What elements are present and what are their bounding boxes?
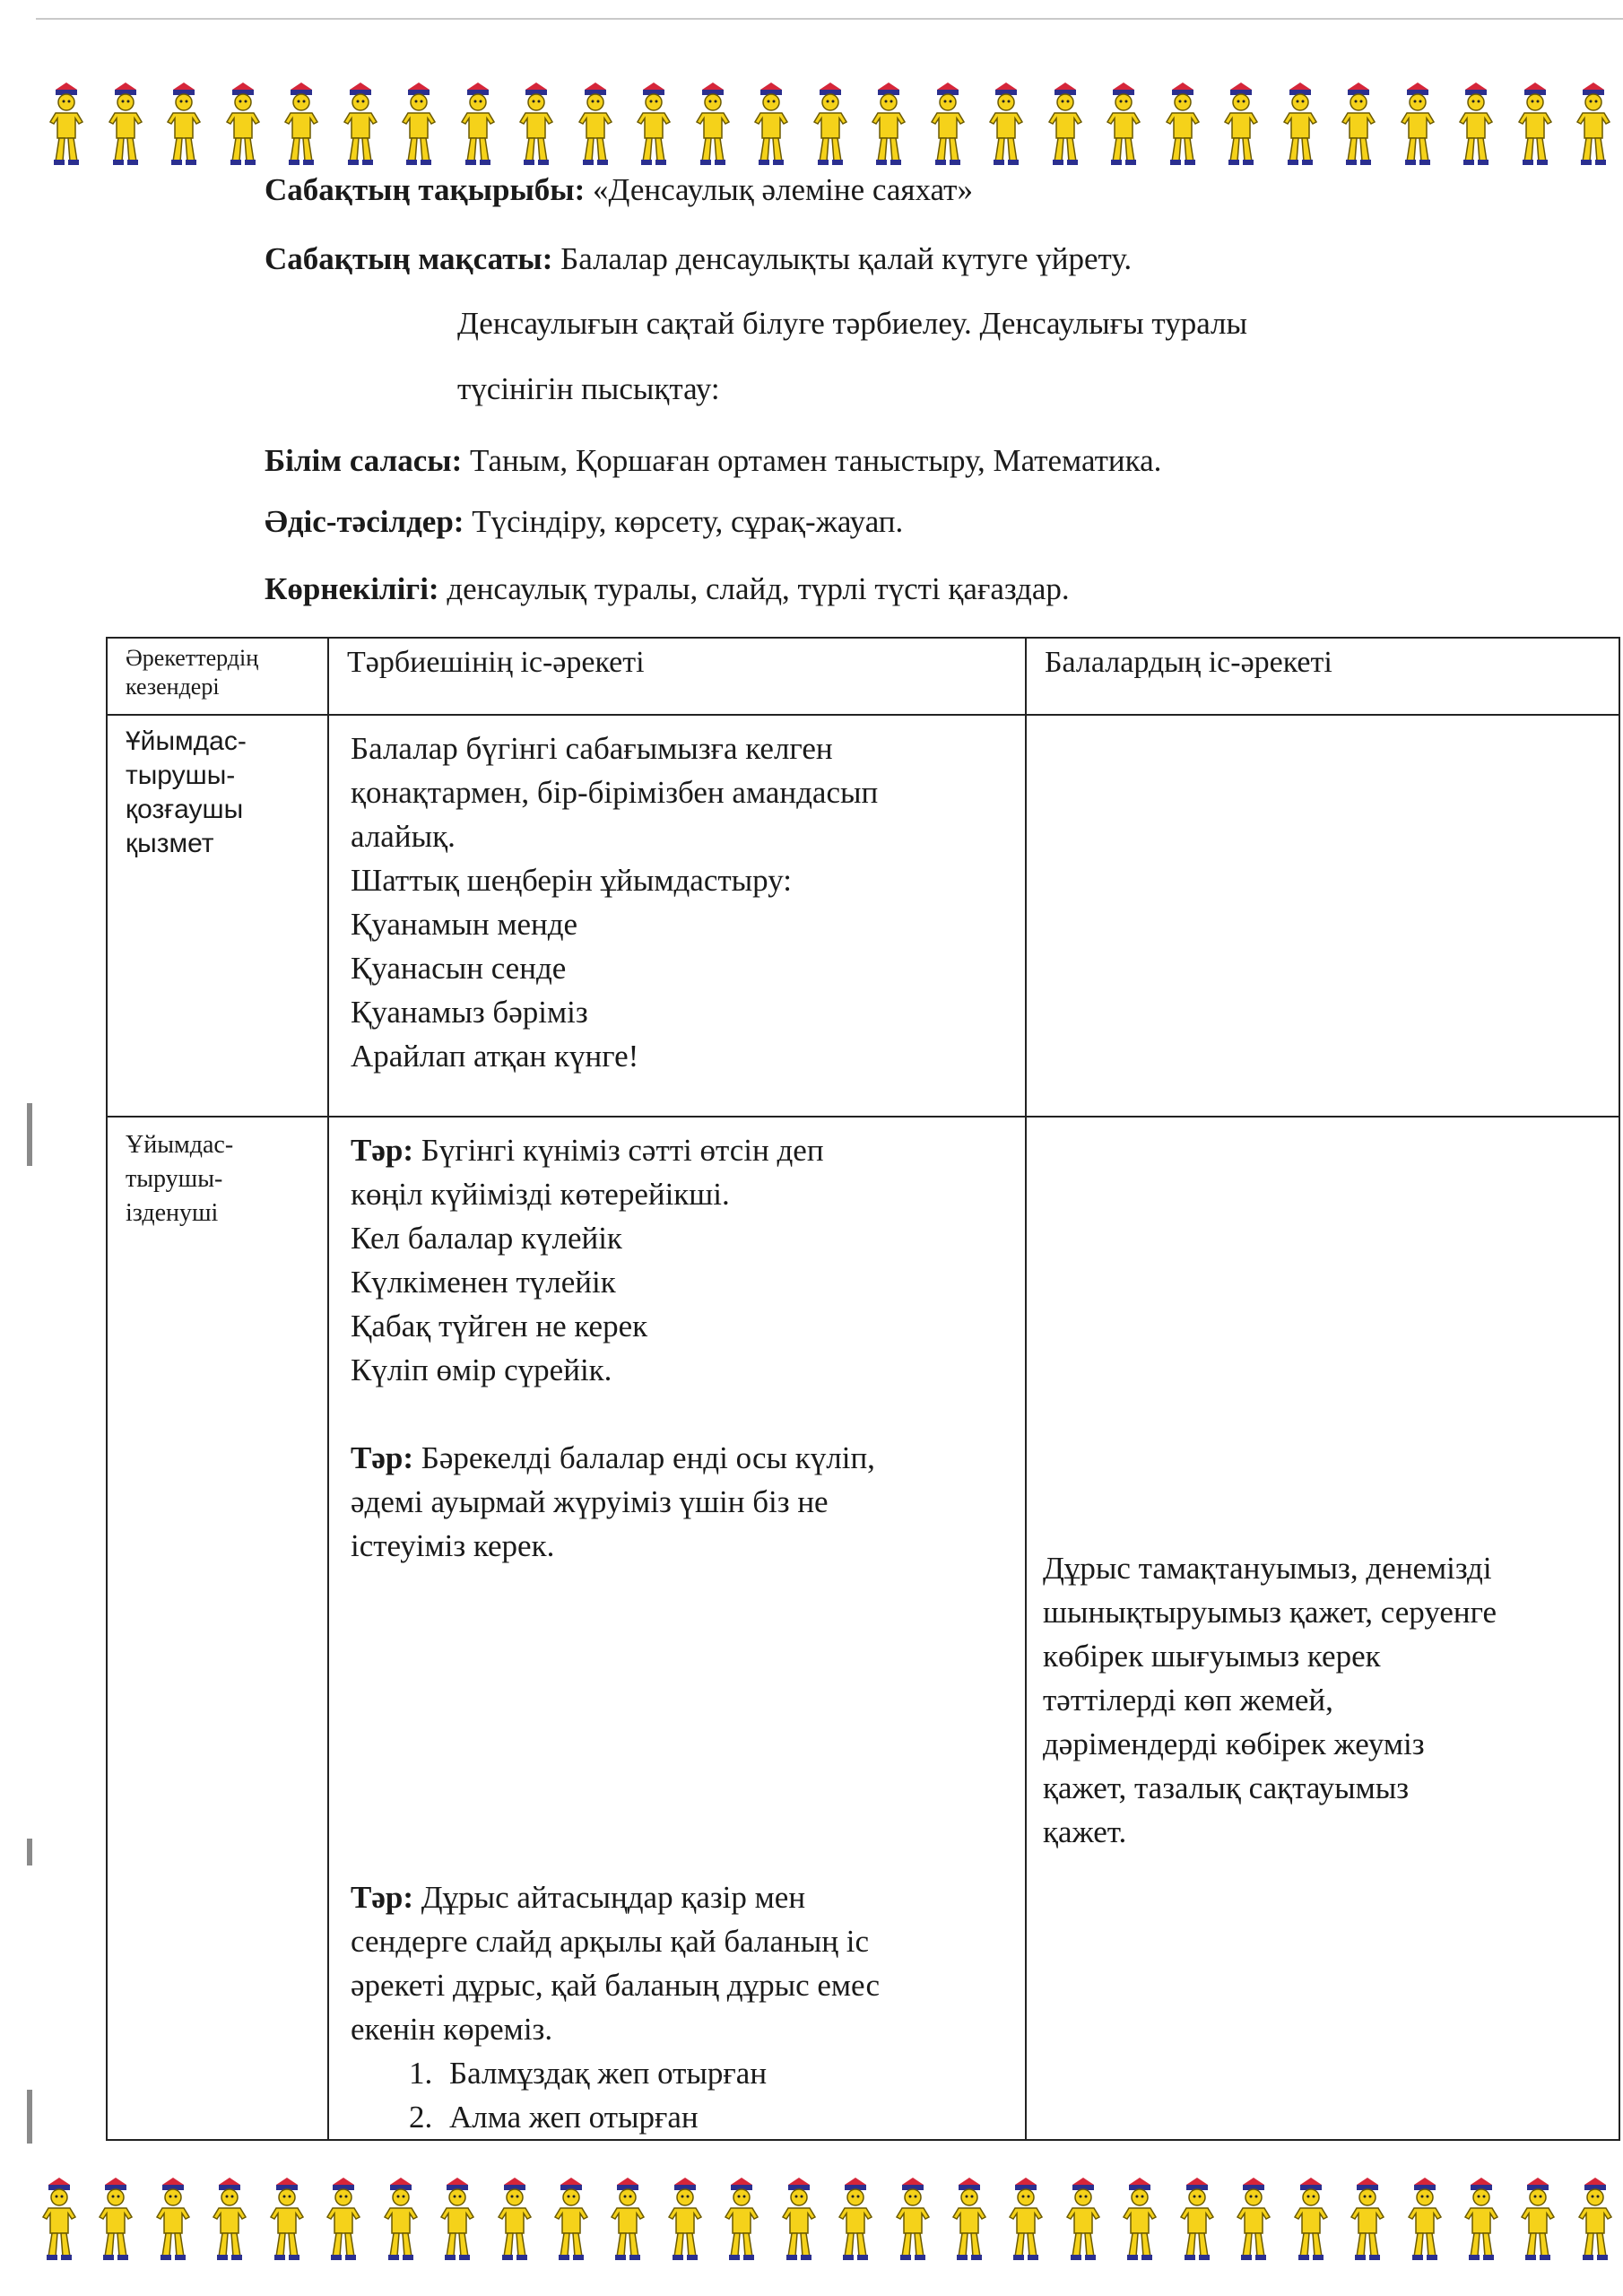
cartoon-figure-icon [320, 2178, 367, 2263]
list-item: 1. Балмұздақ жеп отырған [440, 2051, 1012, 2095]
cartoon-figure-icon [491, 2178, 538, 2263]
cartoon-figure-icon [1570, 83, 1617, 168]
cartoon-figure-icon [662, 2178, 708, 2263]
cartoon-figure-icon [1159, 83, 1206, 168]
cartoon-figure-icon [1515, 2178, 1561, 2263]
visuals-line: Көрнекілігі: денсаулық туралы, слайд, түрлі түсті қағаздар. [265, 571, 1070, 606]
cartoon-figure-icon [748, 83, 794, 168]
cartoon-figure-icon [1218, 83, 1264, 168]
cartoon-figure-icon [718, 2178, 765, 2263]
cartoon-figure-icon [946, 2178, 993, 2263]
decorative-border-top [43, 83, 1617, 168]
cartoon-figure-icon [890, 2178, 936, 2263]
cartoon-figure-icon [807, 83, 854, 168]
cartoon-figure-icon [983, 83, 1029, 168]
slide-list [351, 2051, 1012, 2139]
scan-margin-mark [27, 1839, 32, 1866]
table-row [107, 1117, 1619, 2140]
cartoon-figure-icon [161, 83, 207, 168]
column-header-stages: Әрекеттердің кезендері [107, 638, 328, 715]
cartoon-figure-icon [36, 2178, 82, 2263]
cartoon-figure-icon [1042, 83, 1089, 168]
cartoon-figure-icon [513, 83, 560, 168]
cartoon-figure-icon [690, 83, 736, 168]
field-line: Білім саласы: Таным, Қоршаған ортамен таныстыру, Математика. [265, 443, 1162, 478]
methods-line: Әдіс-тәсілдер: Түсіндіру, көрсету, сұрақ-жауап. [265, 504, 904, 539]
cartoon-figure-icon [220, 83, 266, 168]
cartoon-figure-icon [776, 2178, 822, 2263]
cartoon-figure-icon [572, 83, 619, 168]
cartoon-figure-icon [264, 2178, 310, 2263]
goal-line-2: Денсаулығын сақтай білуге тәрбиелеу. Денсаулығы туралы [457, 306, 1248, 341]
goal-line: Сабақтың мақсаты: Балалар денсаулықты қалай күтуге үйрету. [265, 241, 1133, 276]
cartoon-figure-icon [1277, 83, 1324, 168]
cartoon-figure-icon [604, 2178, 651, 2263]
cartoon-figure-icon [337, 83, 384, 168]
scan-margin-mark [27, 2090, 32, 2144]
column-header-children: Балалардың іс-әрекеті [1026, 638, 1619, 715]
cartoon-figure-icon [455, 83, 501, 168]
scan-top-edge [36, 18, 1623, 20]
cartoon-figure-icon [206, 2178, 253, 2263]
decorative-border-bottom [36, 2178, 1619, 2263]
children-activity-cell: Дұрыс тамақтануымыз, денемізді шынықтыруымыз қажет, серуенге көбірек шығуымыз керек тәттілерді көп жемей, дәрімендерді көбірек жеуміз қажет, тазалық сақтауымыз қажет. [1026, 1117, 1619, 2140]
cartoon-figure-icon [434, 2178, 481, 2263]
cartoon-figure-icon [1344, 2178, 1391, 2263]
cartoon-figure-icon [1288, 2178, 1334, 2263]
cartoon-figure-icon [395, 83, 442, 168]
cartoon-figure-icon [150, 2178, 196, 2263]
cartoon-figure-icon [1394, 83, 1441, 168]
cartoon-figure-icon [278, 83, 325, 168]
cartoon-figure-icon [43, 83, 90, 168]
column-header-teacher: Тәрбиешінің іс-әрекеті [328, 638, 1026, 715]
cartoon-figure-icon [1458, 2178, 1505, 2263]
teacher-activity-cell: Балалар бүгінгі сабағымызға келген қонақтармен, бір-бірімізбен амандасып алайық. Шаттық шеңберін ұйымдастыру: Қуанамын менде Қуанасын сенде Қуанамыз бәріміз Арайлап атқан күнге! [328, 715, 1026, 1117]
cartoon-figure-icon [1060, 2178, 1107, 2263]
cartoon-figure-icon [102, 83, 149, 168]
cartoon-figure-icon [1453, 83, 1499, 168]
cartoon-figure-icon [1335, 83, 1382, 168]
cartoon-figure-icon [92, 2178, 139, 2263]
cartoon-figure-icon [1230, 2178, 1277, 2263]
cartoon-figure-icon [1002, 2178, 1049, 2263]
stage-cell: Ұйымдас- тырушы- ізденуші [107, 1117, 328, 2140]
cartoon-figure-icon [1572, 2178, 1619, 2263]
cartoon-figure-icon [1116, 2178, 1163, 2263]
children-activity-cell [1026, 715, 1619, 1117]
table-row [107, 715, 1619, 1117]
cartoon-figure-icon [548, 2178, 595, 2263]
stage-cell: Ұйымдас- тырушы- қозғаушы қызмет [107, 715, 328, 1117]
cartoon-figure-icon [865, 83, 912, 168]
cartoon-figure-icon [1402, 2178, 1448, 2263]
teacher-activity-cell: Тәр: Бүгінгі күніміз сәтті өтсін деп көңіл күйімізді көтерейікші. Кел балалар күлейік Күлкіменен түлейік Қабақ түйген не керек Күліп өмір сүрейік. Тәр: Бәрекелді балалар енді осы күліп, әдемі ауырмай жүруіміз үшін біз не істеуіміз керек. Тәр: Дұрыс айтасыңдар қазір мен сендерге слайд арқылы қай баланың іс әрекеті дұрыс, қай баланың дұрыс емес екенін көреміз. 1. Балмұздақ жеп отырған 2. Алма жеп отырған [328, 1117, 1026, 2140]
topic-line: Сабақтың тақырыбы: «Денсаулық әлеміне саяхат» [265, 172, 973, 207]
scan-margin-mark [27, 1103, 32, 1166]
cartoon-figure-icon [1174, 2178, 1220, 2263]
cartoon-figure-icon [924, 83, 971, 168]
goal-line-3: түсінігін пысықтау: [457, 371, 720, 406]
cartoon-figure-icon [832, 2178, 879, 2263]
cartoon-figure-icon [1512, 83, 1558, 168]
cartoon-figure-icon [1100, 83, 1147, 168]
cartoon-figure-icon [378, 2178, 424, 2263]
cartoon-figure-icon [630, 83, 677, 168]
lesson-plan-table [106, 637, 1620, 2141]
table-header-row [107, 638, 1619, 715]
list-item: 2. Алма жеп отырған [440, 2095, 1012, 2139]
